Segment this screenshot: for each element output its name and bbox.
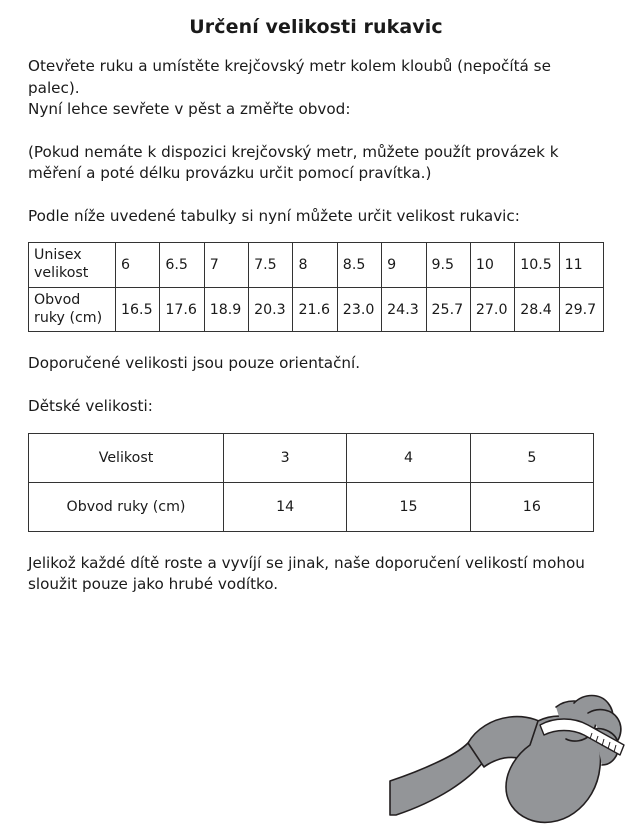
- adult-size-cell: 7.5: [249, 243, 293, 288]
- kids-size-table: [28, 433, 594, 532]
- orientation-note-paragraph: Doporučené velikosti jsou pouze orientační.: [28, 354, 361, 373]
- adult-circumference-cell: 24.3: [382, 287, 426, 332]
- kids-circumference-cell: 14: [224, 482, 347, 531]
- kids-size-row-label: Velikost: [29, 433, 224, 482]
- adult-size-row-label: Unisex velikost: [29, 243, 116, 288]
- adult-circumference-cell: 25.7: [426, 287, 470, 332]
- table-intro-paragraph: Podle níže uvedené tabulky si nyní můžete určit velikost rukavic:: [28, 206, 520, 225]
- page-title: Určení velikosti rukavic: [189, 16, 443, 38]
- adult-circumference-cell: 17.6: [160, 287, 204, 332]
- adult-size-cell: 9: [382, 243, 426, 288]
- hand-with-measuring-tape-icon: [388, 663, 628, 828]
- adult-size-cell: 8.5: [337, 243, 381, 288]
- table-row: [29, 287, 604, 332]
- intro-paragraph-line1: Otevřete ruku a umístěte krejčovský metr kolem kloubů (nepočítá se palec).: [28, 57, 551, 97]
- table-row: [29, 482, 594, 531]
- adult-size-table: [28, 242, 604, 332]
- kids-size-cell: 3: [224, 433, 347, 482]
- adult-circumference-cell: 16.5: [116, 287, 160, 332]
- adult-circumference-row-label: Obvod ruky (cm): [29, 287, 116, 332]
- adult-size-cell: 9.5: [426, 243, 470, 288]
- adult-size-cell: 10.5: [515, 243, 559, 288]
- kids-circumference-row-label: Obvod ruky (cm): [29, 482, 224, 531]
- kids-sizes-heading: Dětské velikosti:: [28, 397, 153, 416]
- adult-circumference-cell: 21.6: [293, 287, 337, 332]
- kids-circumference-cell: 16: [470, 482, 593, 531]
- adult-size-cell: 7: [204, 243, 248, 288]
- adult-circumference-cell: 27.0: [470, 287, 514, 332]
- adult-circumference-cell: 20.3: [249, 287, 293, 332]
- intro-paragraph-line2: Nyní lehce sevřete v pěst a změřte obvod:: [28, 100, 351, 119]
- footer-paragraph: Jelikož každé dítě roste a vyvíjí se jinak, naše doporučení velikostí mohou sloužit pouze jako hrubé vodítko.: [28, 553, 585, 594]
- measuring-note-paragraph: (Pokud nemáte k dispozici krejčovský metr, můžete použít provázek k měření a poté délku provázku určit pomocí pravítka.): [28, 142, 559, 183]
- adult-size-cell: 10: [470, 243, 514, 288]
- adult-circumference-cell: 23.0: [337, 287, 381, 332]
- adult-circumference-cell: 28.4: [515, 287, 559, 332]
- table-row: [29, 243, 604, 288]
- kids-circumference-cell: 15: [347, 482, 470, 531]
- kids-size-cell: 4: [347, 433, 470, 482]
- adult-size-cell: 6.5: [160, 243, 204, 288]
- kids-size-cell: 5: [470, 433, 593, 482]
- table-row: [29, 433, 594, 482]
- adult-size-cell: 8: [293, 243, 337, 288]
- adult-size-cell: 11: [559, 243, 603, 288]
- adult-circumference-cell: 18.9: [204, 287, 248, 332]
- adult-circumference-cell: 29.7: [559, 287, 603, 332]
- adult-size-cell: 6: [116, 243, 160, 288]
